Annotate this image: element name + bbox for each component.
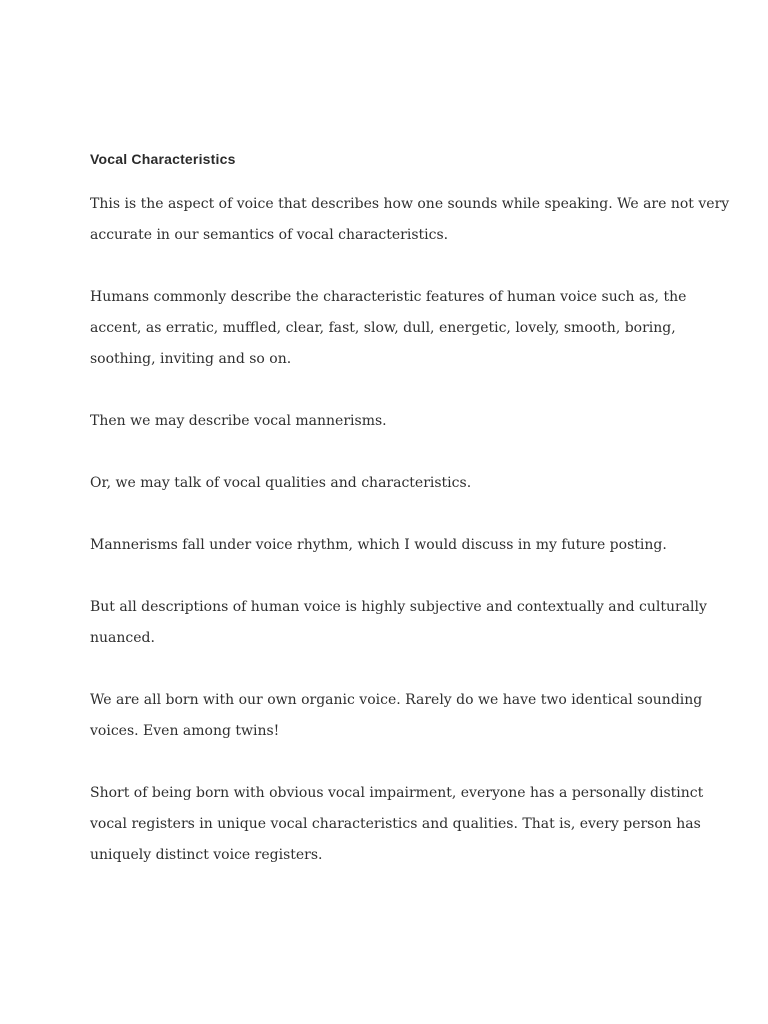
paragraph — [90, 530, 667, 561]
paragraph-line: We are all born with our own organic voice. Rarely do we have two identical sounding — [90, 692, 703, 708]
paragraph-line: Mannerisms fall under voice rhythm, which I would discuss in my future posting. — [90, 537, 667, 553]
paragraph-line: Then we may describe vocal mannerisms. — [90, 413, 387, 429]
paragraph-line: Or, we may talk of vocal qualities and characteristics. — [90, 475, 472, 491]
paragraph-line: This is the aspect of voice that describes how one sounds while speaking. We are not very — [90, 196, 730, 212]
document-title: Vocal Characteristics — [90, 151, 236, 167]
paragraph-line: Humans commonly describe the characteristic features of human voice such as, the — [90, 289, 687, 305]
paragraph-line: accurate in our semantics of vocal characteristics. — [90, 227, 449, 243]
paragraph — [90, 189, 729, 251]
paragraph — [90, 468, 471, 499]
paragraph-line: But all descriptions of human voice is highly subjective and contextually and culturally — [90, 599, 707, 615]
paragraph — [90, 406, 387, 437]
paragraph — [90, 685, 702, 747]
paragraph-line: uniquely distinct voice registers. — [90, 847, 323, 863]
paragraph — [90, 592, 707, 654]
paragraph-line: nuanced. — [90, 630, 155, 646]
paragraph-line: Short of being born with obvious vocal impairment, everyone has a personally distinct — [90, 785, 704, 801]
paragraph-line: soothing, inviting and so on. — [90, 351, 292, 367]
paragraph — [90, 282, 686, 375]
document-body — [90, 148, 730, 863]
paragraph-line: accent, as erratic, muffled, clear, fast, slow, dull, energetic, lovely, smooth, boring, — [90, 320, 676, 336]
paragraph — [90, 778, 703, 871]
paragraph-line: vocal registers in unique vocal characteristics and qualities. That is, every person has — [90, 816, 701, 832]
paragraph-line: voices. Even among twins! — [90, 723, 280, 739]
